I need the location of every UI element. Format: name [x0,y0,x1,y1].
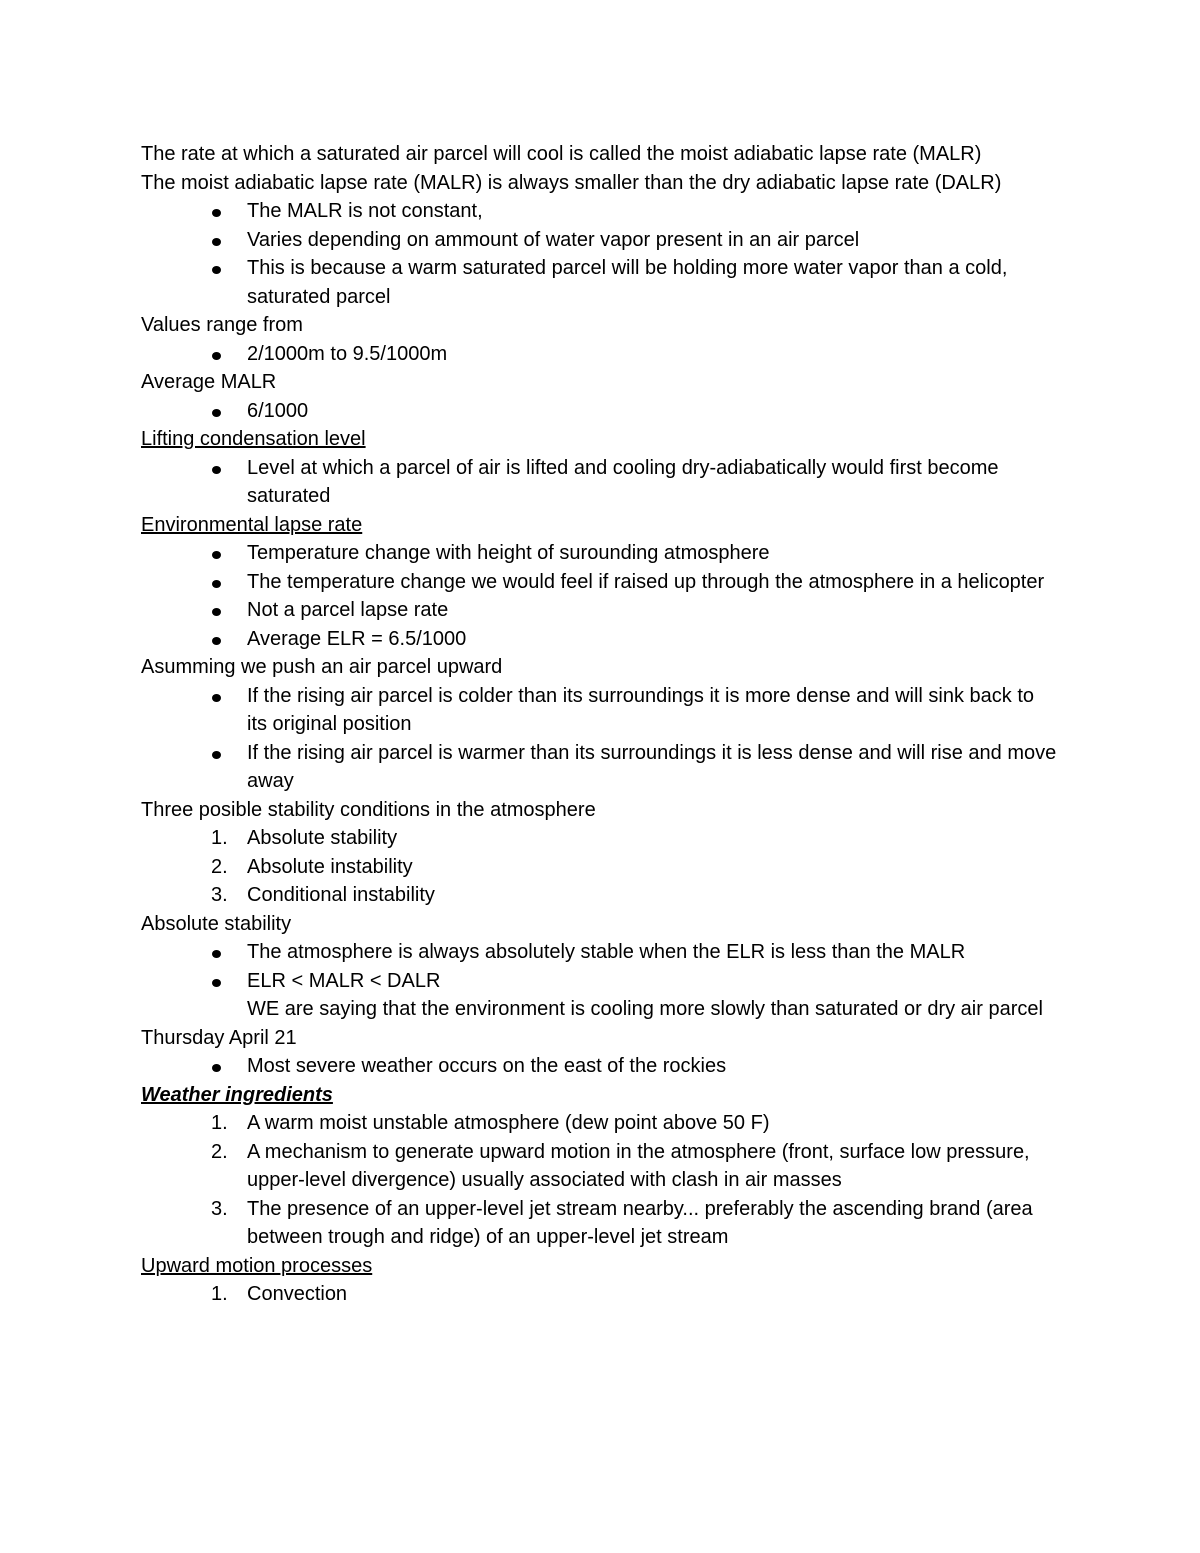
document-page [141,140,1058,1309]
weather-ingredients-list [141,1109,1058,1252]
bullet-dot-icon [212,637,221,645]
list-item: 1. A warm moist unstable atmosphere (dew point above 50 F) [141,1109,1058,1138]
bullet-dot-icon [212,352,221,360]
list-number: 1. [211,827,228,849]
absolute-stability-heading: Absolute stability [141,912,292,935]
absolute-stability-continuation: WE are saying that the environment is cooling more slowly than saturated or dry air parcel [247,998,1043,1020]
average-malr-list [141,397,1058,426]
stability-list [141,824,1058,910]
average-malr-heading: Average MALR [141,371,277,393]
list-number: 1. [211,1283,228,1305]
list-item: Varies depending on ammount of water vapor present in an air parcel [141,226,1058,255]
list-item: If the rising air parcel is colder than its surroundings it is more dense and will sink back to its original position [141,682,1058,739]
list-item: 3. The presence of an upper-level jet stream nearby... preferably the ascending brand (area between trough and ridge) of an upper-level jet stream [141,1195,1058,1252]
intro-line-1: The rate at which a saturated air parcel will cool is called the moist adiabatic lapse rate (MALR) [141,143,982,165]
bullet-dot-icon [212,1064,221,1072]
list-item: Most severe weather occurs on the east of the rockies [141,1052,1058,1081]
bullet-dot-icon [212,979,221,987]
list-item: 6/1000 [141,397,1058,426]
elr-heading: Environmental lapse rate [141,513,363,536]
bullet-dot-icon [212,238,221,246]
lcl-list [141,454,1058,511]
values-range-heading: Values range from [141,314,303,336]
assuming-list [141,682,1058,796]
list-item: 2. A mechanism to generate upward motion in the atmosphere (front, surface low pressure, upper-level divergence) usually associated with clash in air masses [141,1138,1058,1195]
list-item: Temperature change with height of surounding atmosphere [141,539,1058,568]
intro-bullet-list [141,197,1058,311]
weather-ingredients-heading: Weather ingredients [141,1083,333,1106]
lcl-heading: Lifting condensation level [141,428,366,450]
list-number: 3. [211,884,228,906]
intro-line-2: The moist adiabatic lapse rate (MALR) is always smaller than the dry adiabatic lapse rate (DALR) [141,171,1002,194]
bullet-dot-icon [212,694,221,702]
list-item: Not a parcel lapse rate [141,596,1058,625]
bullet-dot-icon [212,580,221,588]
list-item: If the rising air parcel is warmer than its surroundings it is less dense and will rise and move away [141,739,1058,796]
list-number: 2. [211,855,228,878]
list-item: The MALR is not constant, [141,197,1058,226]
upward-motion-list [141,1280,1058,1309]
bullet-dot-icon [212,551,221,559]
list-item: 3. Conditional instability [141,881,1058,910]
list-item: 2. Absolute instability [141,853,1058,882]
list-item: Average ELR = 6.5/1000 [141,625,1058,654]
thursday-list [141,1052,1058,1081]
bullet-dot-icon [212,466,221,474]
values-range-list [141,340,1058,369]
list-item: This is because a warm saturated parcel will be holding more water vapor than a cold, saturated parcel [141,254,1058,311]
bullet-dot-icon [212,266,221,274]
list-item: ELR < MALR < DALR [141,967,1058,996]
list-item: 2/1000m to 9.5/1000m [141,340,1058,369]
list-number: 1. [211,1112,228,1134]
bullet-dot-icon [212,950,221,958]
bullet-dot-icon [212,409,221,417]
list-number: 3. [211,1197,228,1220]
stability-heading: Three posible stability conditions in the atmosphere [141,798,596,821]
list-item: Level at which a parcel of air is lifted and cooling dry-adiabatically would first become saturated [141,454,1058,511]
assuming-heading: Asumming we push an air parcel upward [141,656,503,678]
list-item: 1. Absolute stability [141,824,1058,853]
list-item: The atmosphere is always absolutely stable when the ELR is less than the MALR [141,938,1058,967]
bullet-dot-icon [212,209,221,217]
elr-list [141,539,1058,653]
bullet-dot-icon [212,608,221,616]
thursday-heading: Thursday April 21 [141,1026,297,1049]
list-number: 2. [211,1140,228,1163]
list-item: The temperature change we would feel if raised up through the atmosphere in a helicopter [141,568,1058,597]
list-item: 1. Convection [141,1280,1058,1309]
bullet-dot-icon [212,751,221,759]
upward-motion-heading: Upward motion processes [141,1254,373,1277]
absolute-stability-list [141,938,1058,995]
